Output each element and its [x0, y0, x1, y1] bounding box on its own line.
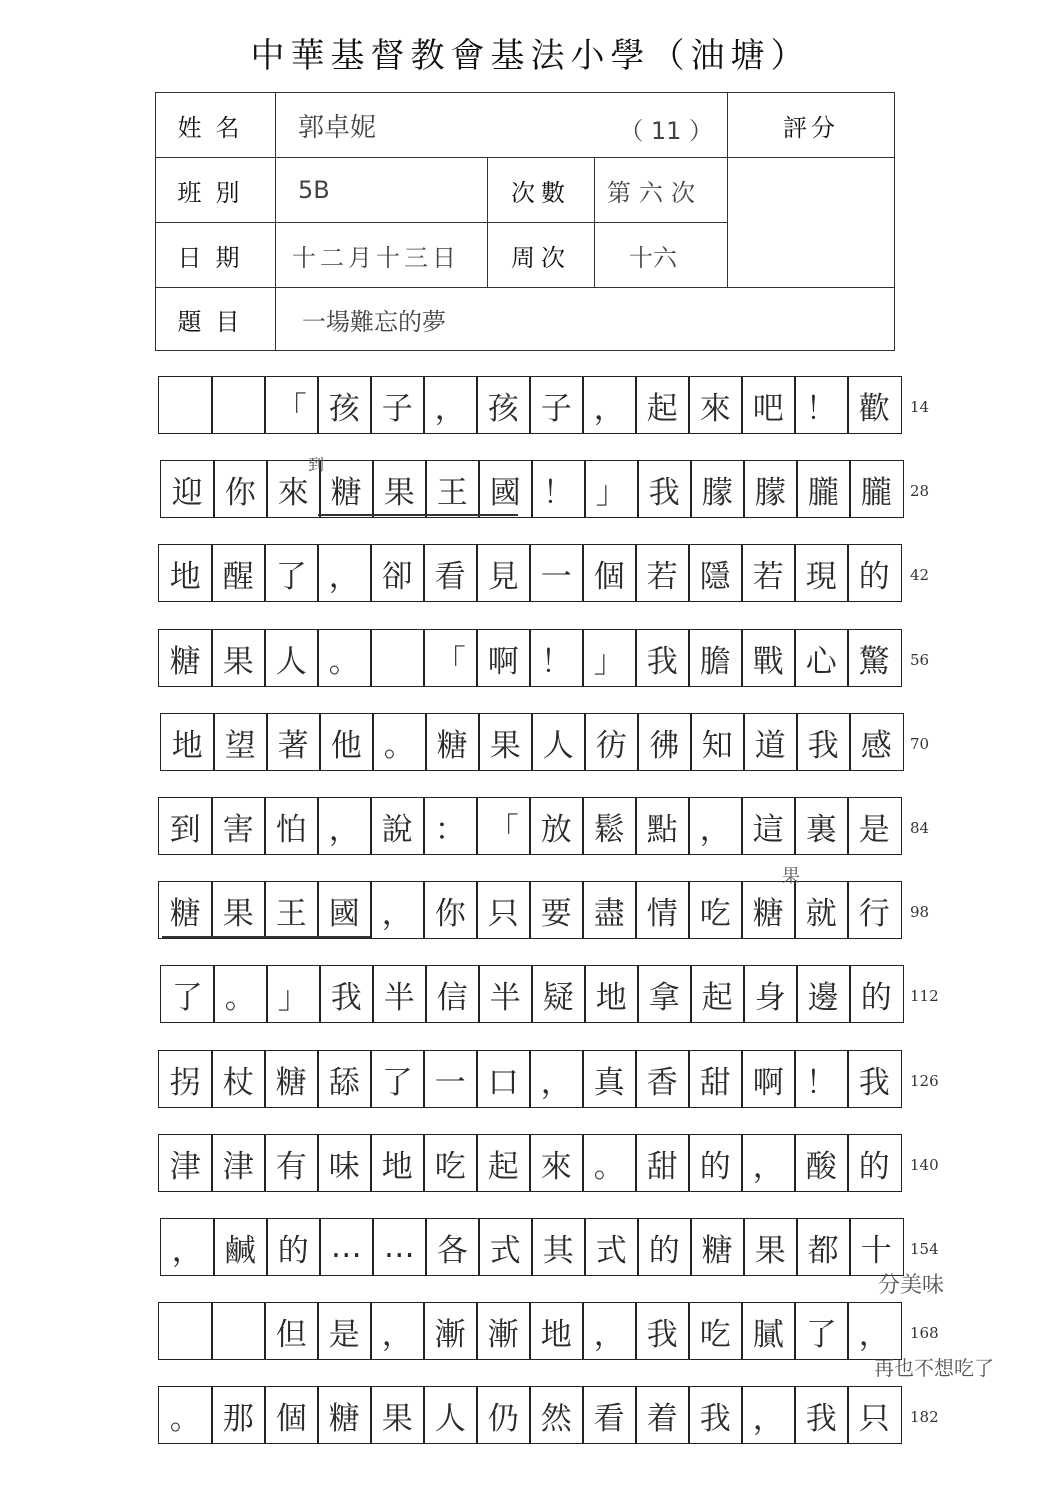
essay-cell: 津: [158, 1134, 213, 1192]
essay-cell: 舔: [317, 1050, 372, 1108]
essay-cell: 鬆: [582, 797, 637, 855]
info-table: [155, 92, 895, 351]
essay-cell: 我: [688, 1386, 743, 1444]
essay-cell: 的: [266, 1218, 321, 1276]
week-label: 周次: [488, 223, 595, 288]
essay-cell: 他: [319, 713, 374, 771]
essay-cell: 來: [266, 460, 321, 518]
essay-cell: 了: [370, 1050, 425, 1108]
correction-above-row7: 果: [782, 866, 800, 887]
essay-cell: 只: [476, 881, 531, 939]
essay-cell: 」: [266, 965, 321, 1023]
essay-cell: ！: [529, 629, 584, 687]
date-value: 十二月十三日: [276, 223, 488, 288]
essay-cell: 那: [211, 1386, 266, 1444]
essay-cell: 疑: [531, 965, 586, 1023]
essay-cell: 吃: [423, 1134, 478, 1192]
essay-cell: 的: [849, 965, 904, 1023]
essay-cell: 若: [635, 544, 690, 602]
essay-cell: 。: [317, 629, 372, 687]
essay-cell: 「: [476, 797, 531, 855]
essay-cell: 看: [423, 544, 478, 602]
essay-row: [158, 1386, 902, 1444]
essay-cell: 是: [317, 1302, 372, 1360]
char-count: 42: [910, 566, 930, 584]
essay-cell: 只: [847, 1386, 902, 1444]
essay-cell: 人: [531, 713, 586, 771]
char-count: 98: [910, 903, 930, 921]
essay-cell: 果: [211, 881, 266, 939]
essay-cell: 現: [794, 544, 849, 602]
char-count: 182: [910, 1408, 939, 1426]
essay-cell: 朧: [796, 460, 851, 518]
essay-cell: 是: [847, 797, 902, 855]
essay-row: [158, 881, 902, 939]
essay-cell: 了: [160, 965, 215, 1023]
essay-cell: 甜: [688, 1050, 743, 1108]
class-label: 班別: [156, 158, 276, 223]
essay-cell: ，: [688, 797, 743, 855]
essay-cell: 我: [635, 1302, 690, 1360]
essay-cell: 朧: [849, 460, 904, 518]
score-box: [728, 158, 895, 288]
essay-cell: ，: [741, 1134, 796, 1192]
essay-cell: 吧: [741, 376, 796, 434]
essay-cell: 酸: [794, 1134, 849, 1192]
essay-cell: 起: [690, 965, 745, 1023]
essay-cell: 起: [635, 376, 690, 434]
essay-cell: 式: [478, 1218, 533, 1276]
topic-value: 一場難忘的夢: [276, 288, 895, 351]
topic-label: 題目: [156, 288, 276, 351]
essay-cell: ！: [531, 460, 586, 518]
essay-cell: 的: [688, 1134, 743, 1192]
essay-cell: 放: [529, 797, 584, 855]
student-number: （ 11 ）: [619, 117, 713, 145]
essay-cell: 我: [796, 713, 851, 771]
essay-cell: 孩: [476, 376, 531, 434]
char-count: 14: [910, 398, 930, 416]
essay-cell: 若: [741, 544, 796, 602]
essay-cell: 糖: [158, 881, 213, 939]
essay-cell: [211, 376, 266, 434]
essay-cell: …: [372, 1218, 427, 1276]
essay-cell: 個: [582, 544, 637, 602]
essay-cell: 有: [264, 1134, 319, 1192]
essay-cell: 一: [529, 544, 584, 602]
essay-cell: [158, 376, 213, 434]
essay-row: [160, 460, 904, 518]
essay-cell: ，: [317, 544, 372, 602]
essay-cell: 。: [582, 1134, 637, 1192]
essay-cell: ，: [847, 1302, 902, 1360]
essay-cell: 我: [847, 1050, 902, 1108]
essay-cell: [370, 629, 425, 687]
essay-cell: 害: [211, 797, 266, 855]
essay-row: [158, 797, 902, 855]
essay-cell: 子: [529, 376, 584, 434]
essay-cell: ，: [317, 797, 372, 855]
essay-cell: ！: [794, 1050, 849, 1108]
underline-candy-kingdom-1: [318, 514, 518, 516]
essay-cell: 。: [213, 965, 268, 1023]
essay-cell: 口: [476, 1050, 531, 1108]
essay-cell: 地: [584, 965, 639, 1023]
essay-cell: 糖: [317, 1386, 372, 1444]
char-count: 56: [910, 651, 930, 669]
essay-cell: 看: [582, 1386, 637, 1444]
essay-cell: 真: [582, 1050, 637, 1108]
essay-row: [158, 1050, 902, 1108]
essay-cell: 拿: [637, 965, 692, 1023]
essay-cell: 迎: [160, 460, 215, 518]
essay-cell: 着: [635, 1386, 690, 1444]
essay-row: [160, 713, 904, 771]
essay-cell: 津: [211, 1134, 266, 1192]
essay-row: [158, 1134, 902, 1192]
correction-after-row12: 再也不想吃了: [874, 1356, 994, 1380]
essay-cell: ，: [160, 1218, 215, 1276]
essay-cell: 地: [529, 1302, 584, 1360]
essay-cell: 果: [372, 460, 427, 518]
essay-cell: 裏: [794, 797, 849, 855]
essay-cell: 鹹: [213, 1218, 268, 1276]
essay-cell: 」: [582, 629, 637, 687]
essay-cell: 拐: [158, 1050, 213, 1108]
essay-cell: 香: [635, 1050, 690, 1108]
essay-cell: 來: [529, 1134, 584, 1192]
essay-cell: 隱: [688, 544, 743, 602]
char-count: 154: [910, 1240, 939, 1258]
essay-cell: 人: [264, 629, 319, 687]
essay-cell: ，: [529, 1050, 584, 1108]
essay-row: [158, 544, 902, 602]
essay-cell: 果: [743, 1218, 798, 1276]
char-count: 28: [910, 482, 930, 500]
essay-cell: 了: [264, 544, 319, 602]
essay-row: [158, 629, 902, 687]
essay-cell: 我: [319, 965, 374, 1023]
essay-cell: 王: [425, 460, 480, 518]
essay-cell: 知: [690, 713, 745, 771]
essay-cell: 「: [264, 376, 319, 434]
essay-cell: ，: [741, 1386, 796, 1444]
essay-cell: ，: [582, 1302, 637, 1360]
essay-cell: 身: [743, 965, 798, 1023]
essay-cell: 道: [743, 713, 798, 771]
essay-cell: 起: [476, 1134, 531, 1192]
essay-cell: 其: [531, 1218, 586, 1276]
essay-cell: 我: [637, 460, 692, 518]
essay-cell: 仍: [476, 1386, 531, 1444]
essay-cell: 啊: [741, 1050, 796, 1108]
essay-cell: 地: [370, 1134, 425, 1192]
essay-cell: 個: [264, 1386, 319, 1444]
essay-cell: 各: [425, 1218, 480, 1276]
essay-cell: 一: [423, 1050, 478, 1108]
essay-cell: ，: [423, 376, 478, 434]
essay-cell: …: [319, 1218, 374, 1276]
week-value: 十六: [595, 223, 728, 288]
essay-cell: 糖: [425, 713, 480, 771]
essay-cell: 你: [423, 881, 478, 939]
essay-cell: 。: [372, 713, 427, 771]
char-count: 126: [910, 1072, 939, 1090]
essay-cell: 國: [317, 881, 372, 939]
essay-cell: 盡: [582, 881, 637, 939]
essay-cell: 王: [264, 881, 319, 939]
essay-cell: 歡: [847, 376, 902, 434]
essay-cell: 的: [637, 1218, 692, 1276]
count-label: 次數: [488, 158, 595, 223]
essay-cell: 糖: [319, 460, 374, 518]
essay-cell: 然: [529, 1386, 584, 1444]
essay-cell: 杖: [211, 1050, 266, 1108]
essay-cell: 」: [584, 460, 639, 518]
essay-cell: 果: [478, 713, 533, 771]
essay-cell: 「: [423, 629, 478, 687]
essay-cell: 你: [213, 460, 268, 518]
essay-cell: 望: [213, 713, 268, 771]
name-label: 姓名: [156, 93, 276, 158]
count-value: 第六次: [595, 158, 728, 223]
essay-cell: 醒: [211, 544, 266, 602]
essay-cell: 就: [794, 881, 849, 939]
essay-cell: 彷: [584, 713, 639, 771]
essay-cell: 感: [849, 713, 904, 771]
essay-cell: 地: [158, 544, 213, 602]
essay-cell: 國: [478, 460, 533, 518]
essay-cell: 心: [794, 629, 849, 687]
essay-cell: 果: [370, 1386, 425, 1444]
essay-cell: 信: [425, 965, 480, 1023]
class-value: 5B: [276, 158, 488, 223]
essay-cell: 驚: [847, 629, 902, 687]
essay-cell: 怕: [264, 797, 319, 855]
essay-cell: 但: [264, 1302, 319, 1360]
essay-cell: 式: [584, 1218, 639, 1276]
essay-cell: 糖: [264, 1050, 319, 1108]
essay-cell: 戰: [741, 629, 796, 687]
essay-cell: 的: [847, 1134, 902, 1192]
essay-cell: 果: [211, 629, 266, 687]
essay-cell: 情: [635, 881, 690, 939]
essay-cell: 半: [478, 965, 533, 1023]
essay-cell: 吃: [688, 1302, 743, 1360]
essay-cell: 要: [529, 881, 584, 939]
essay-cell: 卻: [370, 544, 425, 602]
essay-cell: 糖: [690, 1218, 745, 1276]
essay-cell: 這: [741, 797, 796, 855]
name-value: 郭卓妮: [298, 112, 377, 143]
essay-cell: 漸: [476, 1302, 531, 1360]
essay-cell: 半: [372, 965, 427, 1023]
essay-cell: 人: [423, 1386, 478, 1444]
essay-cell: 甜: [635, 1134, 690, 1192]
char-count: 84: [910, 819, 930, 837]
essay-cell: 味: [317, 1134, 372, 1192]
date-label: 日期: [156, 223, 276, 288]
essay-cell: 邊: [796, 965, 851, 1023]
underline-candy-kingdom-2: [162, 936, 370, 938]
essay-cell: 彿: [637, 713, 692, 771]
essay-cell: 膩: [741, 1302, 796, 1360]
char-count: 168: [910, 1324, 939, 1342]
essay-cell: 來: [688, 376, 743, 434]
score-label: 評分: [728, 93, 895, 158]
essay-cell: 子: [370, 376, 425, 434]
essay-cell: ：: [423, 797, 478, 855]
essay-cell: ！: [794, 376, 849, 434]
essay-cell: 到: [158, 797, 213, 855]
essay-cell: 我: [635, 629, 690, 687]
essay-cell: 膽: [688, 629, 743, 687]
essay-cell: ，: [582, 376, 637, 434]
essay-cell: 了: [794, 1302, 849, 1360]
essay-cell: 。: [158, 1386, 213, 1444]
essay-cell: 啊: [476, 629, 531, 687]
essay-cell: 見: [476, 544, 531, 602]
essay-row: [160, 1218, 904, 1276]
essay-cell: 吃: [688, 881, 743, 939]
correction-above-row2: 到: [308, 455, 325, 474]
essay-cell: 地: [160, 713, 215, 771]
essay-row: [158, 1302, 902, 1360]
essay-cell: 的: [847, 544, 902, 602]
essay-cell: 孩: [317, 376, 372, 434]
char-count: 70: [910, 735, 930, 753]
essay-cell: 著: [266, 713, 321, 771]
essay-cell: [211, 1302, 266, 1360]
essay-cell: 我: [794, 1386, 849, 1444]
essay-cell: 漸: [423, 1302, 478, 1360]
correction-after-row11: 分美味: [878, 1273, 945, 1298]
essay-cell: ，: [370, 881, 425, 939]
essay-cell: 朦: [743, 460, 798, 518]
essay-cell: 朦: [690, 460, 745, 518]
essay-cell: 說: [370, 797, 425, 855]
essay-cell: 點: [635, 797, 690, 855]
essay-cell: [158, 1302, 213, 1360]
essay-cell: 糖: [741, 881, 796, 939]
essay-cell: 行: [847, 881, 902, 939]
char-count: 112: [910, 987, 939, 1005]
school-title: 中華基督教會基法小學（油塘）: [250, 36, 811, 76]
essay-row: [158, 376, 902, 434]
essay-cell: ，: [370, 1302, 425, 1360]
essay-cell: 糖: [158, 629, 213, 687]
essay-cell: 十: [849, 1218, 904, 1276]
essay-row: [160, 965, 904, 1023]
essay-cell: 都: [796, 1218, 851, 1276]
char-count: 140: [910, 1156, 939, 1174]
